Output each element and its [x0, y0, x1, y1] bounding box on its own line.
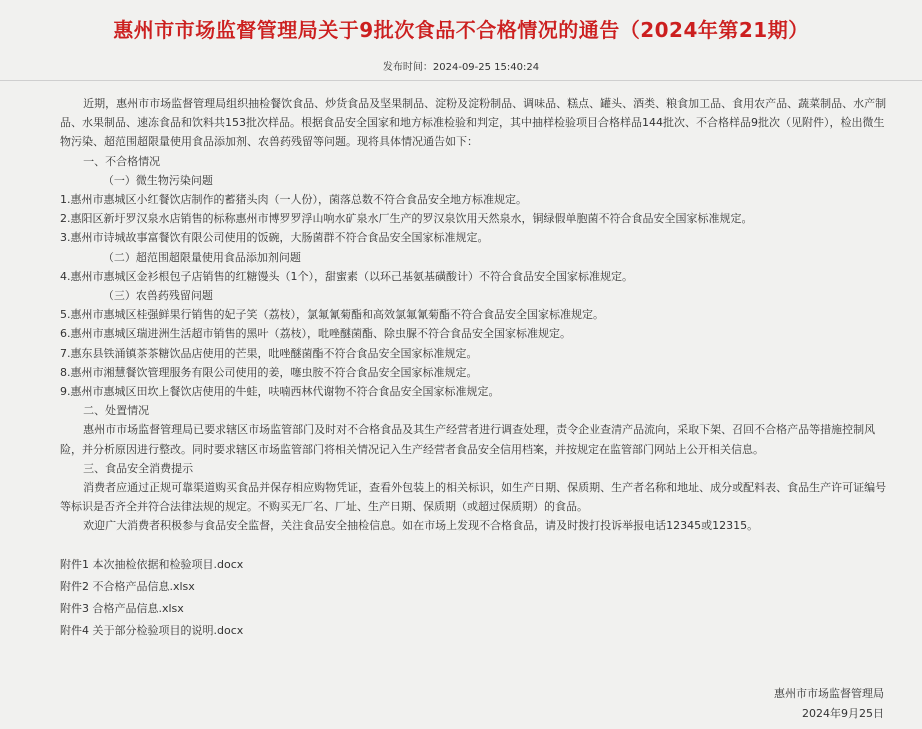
list-item: 5.惠州市惠城区桂强鲜果行销售的妃子笑（荔枝），氯氟氰菊酯和高效氯氟氰菊酯不符合食品安全国家标准规定。: [60, 308, 604, 322]
attachment-link[interactable]: 附件4 关于部分检验项目的说明.docx: [60, 623, 244, 637]
list-item: 7.惠东县铁涌镇茶茶糖饮品店使用的芒果，吡唑醚菌酯不符合食品安全国家标准规定。: [60, 346, 478, 360]
attachment-link[interactable]: 附件3 合格产品信息.xlsx: [60, 601, 184, 615]
notice-body: [60, 94, 888, 642]
list-item: 9.惠州市惠城区田坎上餐饮店使用的牛蛙，呋喃西林代谢物不符合食品安全国家标准规定。: [60, 385, 500, 399]
list-item: 4.惠州市惠城区金衫根包子店销售的红糖馒头（1个），甜蜜素（以环己基氨基磺酸计）不符合食品安全国家标准规定。: [60, 269, 633, 283]
notice-title: 惠州市市场监督管理局关于9批次食品不合格情况的通告（2024年第21期）: [113, 18, 809, 42]
publish-time: [0, 58, 922, 73]
title-divider: [0, 80, 922, 81]
subsection-microbial: （一）微生物污染问题: [102, 173, 213, 187]
subsection-residue: （三）农兽药残留问题: [102, 289, 213, 303]
list-item: 2.惠阳区新圩罗汉泉水店销售的标称惠州市博罗罗浮山响水矿泉水厂生产的罗汉泉饮用天然泉水，铜绿假单胞菌不符合食品安全国家标准规定。: [60, 212, 753, 226]
section-heading-unqualified: 一、不合格情况: [83, 154, 161, 168]
attachment-link[interactable]: 附件2 不合格产品信息.xlsx: [60, 579, 195, 593]
list-item: 8.惠州市湘慧餐饮管理服务有限公司使用的姜，噻虫胺不符合食品安全国家标准规定。: [60, 365, 478, 379]
attachment-link[interactable]: 附件1 本次抽检依据和检验项目.docx: [60, 557, 244, 571]
handling-paragraph: 惠州市市场监督管理局已要求辖区市场监管部门及时对不合格食品及其生产经营者进行调查处理，责令企业查清产品流向，采取下架、召回不合格产品等措施控制风险，并分析原因进行整改。同时要求辖区市场监管部门将相关情况记入生产经营者食品安全信用档案，并按规定在监管部门网站上公开相关信息。: [60, 423, 876, 456]
sign-date: 2024年9月25日: [802, 707, 884, 720]
publish-time-value: 2024-09-25 15:40:24: [432, 62, 540, 73]
tips-paragraph: 欢迎广大消费者积极参与食品安全监督，关注食品安全抽检信息。如在市场上发现不合格食品，请及时拨打投诉举报电话12345或12315。: [83, 519, 759, 533]
signer: 惠州市市场监督管理局: [774, 687, 884, 700]
list-item: 6.惠州市惠城区瑞进洲生活超市销售的黑叶（荔枝），吡唑醚菌酯、除虫脲不符合食品安全国家标准规定。: [60, 327, 571, 341]
list-item: 1.惠州市惠城区小红餐饮店制作的蓄猪头肉（一人份），菌落总数不符合食品安全地方标准规定。: [60, 193, 527, 207]
intro-paragraph: 近期，惠州市市场监督管理局组织抽检餐饮食品、炒货食品及坚果制品、淀粉及淀粉制品、调味品、糕点、罐头、酒类、粮食加工品、食用农产品、蔬菜制品、水产制品、水果制品、速冻食品和饮料共153批次样品。根据食品安全国家和地方标准检验和判定，其中抽样检验项目合格样品144批次、不合格样品9批次（见附件），检出微生物污染、超范围超限量使用食品添加剂、农兽药残留等问题。现将具体情况通告如下：: [60, 97, 887, 149]
section-heading-handling: 二、处置情况: [83, 404, 150, 418]
tips-paragraph: 消费者应通过正规可靠渠道购买食品并保存相应购物凭证，查看外包装上的相关标识，如生产日期、保质期、生产者名称和地址、成分或配料表、食品生产许可证编号等标识是否齐全并符合法律法规的规定。不购买无厂名、厂址、生产日期、保质期（或超过保质期）的食品。: [60, 481, 887, 514]
signature-block: [774, 684, 884, 724]
publish-time-label: 发布时间：: [382, 62, 433, 73]
subsection-additives: （二）超范围超限量使用食品添加剂问题: [102, 250, 301, 264]
section-heading-tips: 三、食品安全消费提示: [83, 461, 194, 475]
spacer: [60, 536, 888, 554]
list-item: 3.惠州市诗城故事富餐饮有限公司使用的饭碗，大肠菌群不符合食品安全国家标准规定。: [60, 231, 489, 245]
